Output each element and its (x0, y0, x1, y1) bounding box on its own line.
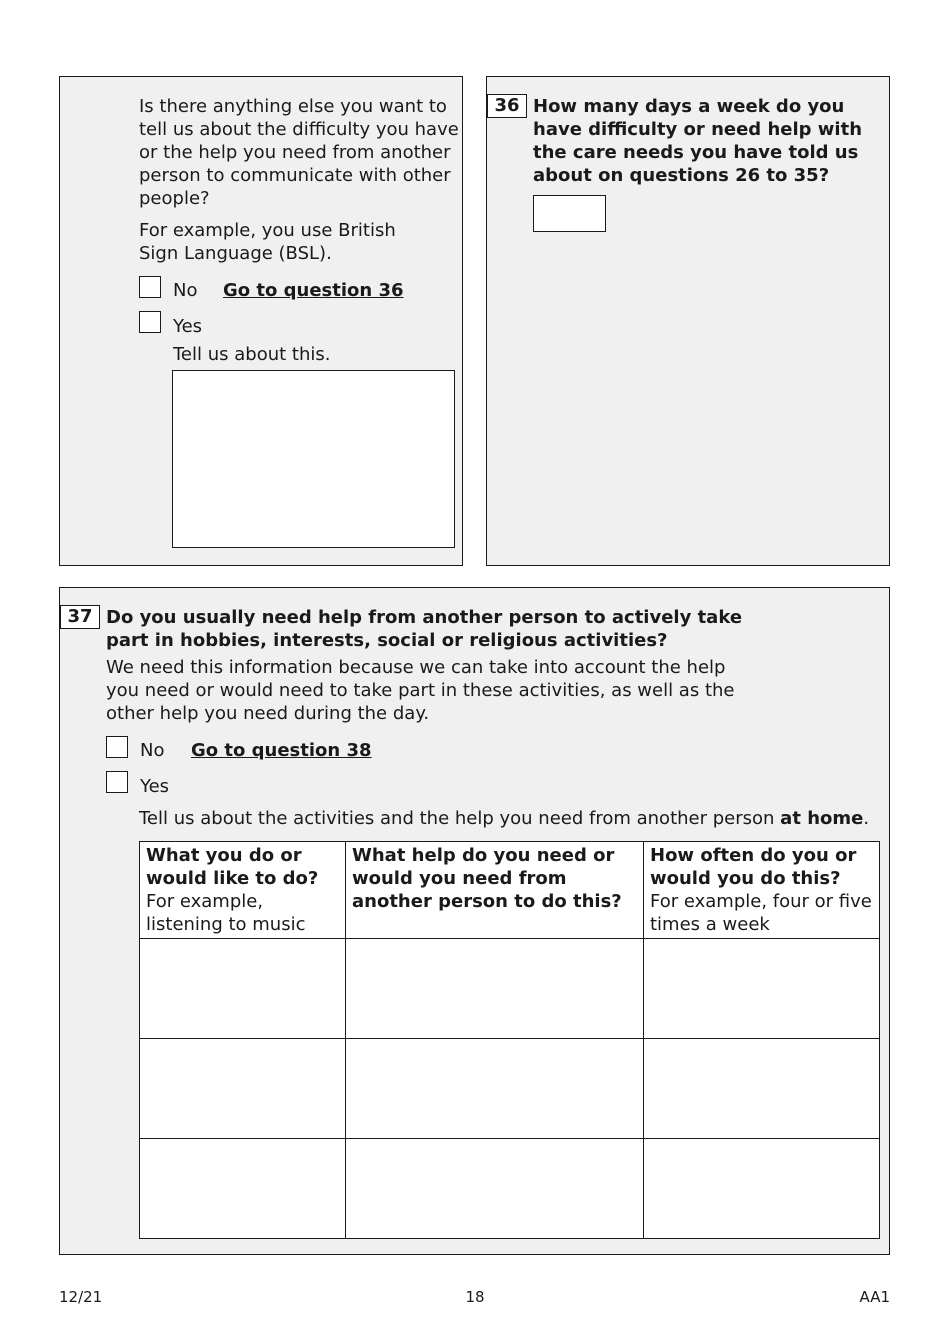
activity-cell[interactable] (140, 939, 346, 1039)
table-row (140, 1139, 880, 1239)
header-frequency-title: How often do you or would you do this? (650, 845, 857, 889)
frequency-cell[interactable] (644, 939, 880, 1039)
help-cell[interactable] (346, 1139, 644, 1239)
q35-no-checkbox[interactable] (139, 276, 161, 298)
q35-question-text: Is there anything else you want to tell us about the difficulty you have or the help you need from another person to communicate with other people? (139, 96, 459, 209)
table-row (140, 1039, 880, 1139)
q37-instruction-bold: at home (780, 808, 864, 829)
table-header-help (346, 842, 644, 939)
q37-no-checkbox[interactable] (106, 736, 128, 758)
q37-yes-checkbox[interactable] (106, 771, 128, 793)
q36-question-text: How many days a week do you have difficulty or need help with the care needs you have told us about on questions 26 to 35? (533, 96, 863, 186)
header-activity-example: For example, listening to music (146, 891, 306, 935)
header-activity-title: What you do or would like to do? (146, 845, 319, 889)
q37-goto-link: Go to question 38 (191, 740, 372, 761)
q37-instruction-text (139, 807, 889, 830)
frequency-cell[interactable] (644, 1139, 880, 1239)
activity-cell[interactable] (140, 1039, 346, 1139)
table-row (140, 939, 880, 1039)
q37-instruction-suffix: . (863, 808, 870, 829)
q35-details-textarea[interactable] (172, 370, 455, 548)
q36-days-input[interactable] (533, 195, 606, 232)
header-frequency-example: For example, four or five times a week (650, 891, 872, 935)
q35-yes-checkbox[interactable] (139, 311, 161, 333)
q37-explanation-text: We need this information because we can take into account the help you need or would need to take part in these activities, as well as the other help you need during the day. (106, 657, 735, 724)
q35-example-text: For example, you use British Sign Language (BSL). (139, 220, 396, 264)
header-help-title: What help do you need or would you need from another person to do this? (352, 845, 622, 912)
q37-instruction-prefix: Tell us about the activities and the help you need from another person (139, 808, 775, 829)
q37-number-badge: 37 (60, 605, 100, 629)
footer-form-code: AA1 (859, 1288, 890, 1306)
q35-yes-label: Yes (173, 316, 203, 337)
help-cell[interactable] (346, 1039, 644, 1139)
frequency-cell[interactable] (644, 1039, 880, 1139)
q37-no-label: No (140, 740, 165, 761)
table-header-activity (140, 842, 346, 939)
q37-question-text: Do you usually need help from another person to actively take part in hobbies, interests, social or religious activities? (106, 607, 743, 651)
footer-page-number: 18 (465, 1288, 485, 1306)
q37-activities-table (139, 841, 880, 1239)
activity-cell[interactable] (140, 1139, 346, 1239)
table-header-frequency (644, 842, 880, 939)
q35-goto-link: Go to question 36 (223, 280, 404, 301)
q36-number-badge: 36 (487, 94, 527, 118)
q37-yes-label: Yes (140, 776, 170, 797)
help-cell[interactable] (346, 939, 644, 1039)
q35-tell-us-label: Tell us about this. (173, 344, 331, 365)
table-header-row (140, 842, 880, 939)
q35-no-label: No (173, 280, 198, 301)
footer-date: 12/21 (59, 1288, 103, 1306)
